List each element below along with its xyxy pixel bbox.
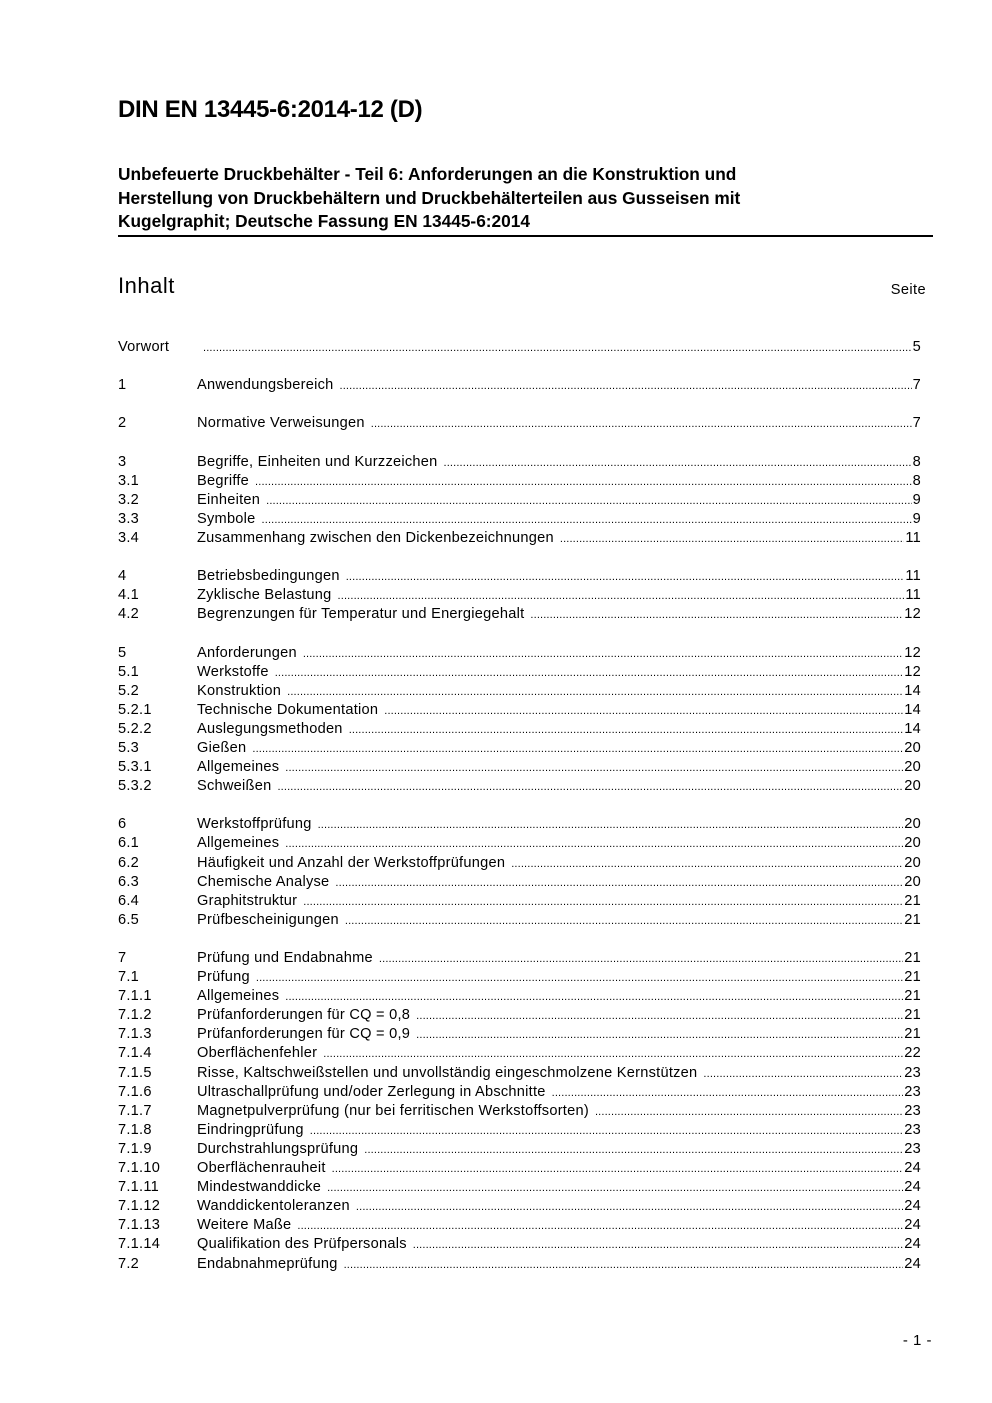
toc-entry-page: 24 xyxy=(904,1179,921,1196)
toc-entry-page: 21 xyxy=(904,1026,921,1043)
toc-entry-number: 6.4 xyxy=(118,892,140,909)
toc-entry-number: 5.1 xyxy=(118,663,140,680)
toc-entry-page: 8 xyxy=(912,453,921,470)
toc-entry-number: 6 xyxy=(118,816,127,833)
toc-entry[interactable] xyxy=(118,644,921,663)
toc-dot-leader xyxy=(371,415,912,434)
toc-entry-title: Prüfung xyxy=(197,969,250,986)
toc-entry-page: 7 xyxy=(912,415,921,432)
toc-entry-title: Prüfbescheinigungen xyxy=(197,911,339,928)
toc-entry[interactable] xyxy=(118,968,921,987)
toc-entry[interactable] xyxy=(118,834,921,853)
toc-dot-leader xyxy=(335,874,903,893)
toc-entry-title: Begrenzungen für Temperatur und Energiegehalt xyxy=(197,606,525,623)
toc-entry-title: Zyklische Belastung xyxy=(197,587,332,604)
toc-entry-title: Wanddickentoleranzen xyxy=(197,1198,350,1215)
toc-entry[interactable] xyxy=(118,1044,921,1063)
toc-entry-number: 5 xyxy=(118,644,127,661)
toc-entry-title: Mindestwanddicke xyxy=(197,1179,322,1196)
toc-entry-title: Allgemeines xyxy=(197,988,280,1005)
toc-entry-number: 7.1.5 xyxy=(118,1064,152,1081)
toc-entry-title: Endabnahmeprüfung xyxy=(197,1255,338,1272)
toc-entry-title: Schweißen xyxy=(197,778,272,795)
toc-dot-leader xyxy=(413,1236,904,1255)
toc-entry-title: Anforderungen xyxy=(197,644,297,661)
toc-entry[interactable] xyxy=(118,682,921,701)
toc-entry-number: 3.4 xyxy=(118,529,140,546)
toc-entry[interactable] xyxy=(118,1255,921,1274)
subtitle-line: Unbefeuerte Druckbehälter - Teil 6: Anforderungen an die Konstruktion und xyxy=(118,164,737,184)
toc-entry-page: 20 xyxy=(904,835,921,852)
toc-entry-page: 23 xyxy=(904,1102,921,1119)
toc-entry-number: 2 xyxy=(118,415,127,432)
toc-dot-leader xyxy=(332,1160,904,1179)
toc-page-column-label: Seite xyxy=(890,282,926,298)
toc-dot-leader xyxy=(340,377,912,396)
toc-entry[interactable] xyxy=(118,1235,921,1254)
toc-entry-number: 7 xyxy=(118,950,127,966)
toc-dot-leader xyxy=(277,778,903,797)
toc-entry-page: 20 xyxy=(904,778,921,795)
subtitle-line: Herstellung von Druckbehältern und Druckbehälterteilen aus Gusseisen mit xyxy=(118,187,741,208)
toc-dot-leader xyxy=(444,454,912,473)
toc-entry-number: 7.1.4 xyxy=(118,1045,152,1062)
toc-dot-leader xyxy=(703,1065,903,1084)
toc-entry[interactable] xyxy=(118,758,921,777)
toc-entry-title: Betriebsbedingungen xyxy=(197,568,340,585)
toc-entry[interactable] xyxy=(118,605,921,624)
toc-dot-leader xyxy=(285,759,903,778)
toc-entry-title: Prüfanforderungen für CQ = 0,8 xyxy=(197,1007,411,1024)
toc-entry-page: 5 xyxy=(912,339,921,355)
toc-entry[interactable] xyxy=(118,892,921,911)
toc-dot-leader xyxy=(344,1256,904,1275)
toc-entry-title: Oberflächenrauheit xyxy=(197,1160,326,1177)
toc-entry[interactable] xyxy=(118,1064,921,1083)
toc-entry-page: 20 xyxy=(904,739,921,756)
toc-entry-number: 5.3.2 xyxy=(118,778,152,795)
toc-dot-leader xyxy=(338,587,905,606)
toc-entry-page: 24 xyxy=(904,1160,921,1177)
toc-dot-leader xyxy=(275,664,904,683)
toc-entry-title: Werkstoffprüfung xyxy=(197,816,312,833)
toc-entry[interactable] xyxy=(118,1025,921,1044)
toc-entry-number: 7.1.1 xyxy=(118,988,152,1005)
toc-entry-title: Weitere Maße xyxy=(197,1217,292,1234)
toc-dot-leader xyxy=(327,1179,903,1198)
toc-entry-page: 20 xyxy=(904,873,921,890)
toc-entry[interactable] xyxy=(118,949,921,968)
toc-dot-leader xyxy=(287,683,903,702)
toc-dot-leader xyxy=(310,1122,903,1141)
toc-entry-title: Magnetpulverprüfung (nur bei ferritischen Werkstoffsorten) xyxy=(197,1102,589,1119)
toc-entry-page: 11 xyxy=(905,529,921,546)
toc-entry-page: 11 xyxy=(905,587,921,604)
toc-entry[interactable] xyxy=(118,854,921,873)
toc-entry-page: 9 xyxy=(912,510,921,527)
toc-entry-page: 23 xyxy=(904,1064,921,1081)
toc-entry[interactable] xyxy=(118,815,921,834)
toc-entry-title: Prüfanforderungen für CQ = 0,9 xyxy=(197,1026,411,1043)
toc-dot-leader xyxy=(285,988,903,1007)
toc-entry[interactable] xyxy=(118,338,921,357)
toc-dot-leader xyxy=(262,511,912,530)
toc-entry-title: Allgemeines xyxy=(197,835,280,852)
toc-entry-page: 8 xyxy=(912,472,921,489)
toc-entry-number: 6.3 xyxy=(118,873,140,890)
toc-entry-page: 23 xyxy=(904,1140,921,1157)
toc-entry-number: 1 xyxy=(118,377,127,394)
toc-entry-number: 7.1.2 xyxy=(118,1007,152,1024)
toc-entry-title: Auslegungsmethoden xyxy=(197,720,343,737)
toc-entry-page: 12 xyxy=(904,663,921,680)
toc-dot-leader xyxy=(416,1026,903,1045)
toc-dot-leader xyxy=(416,1007,903,1026)
toc-entry-page: 21 xyxy=(904,1007,921,1024)
toc-entry-number: 7.1.7 xyxy=(118,1102,152,1119)
toc-dot-leader xyxy=(318,816,904,835)
page-number: - 1 - xyxy=(902,1332,932,1349)
toc-entry-title: Qualifikation des Prüfpersonals xyxy=(197,1236,407,1253)
toc-entry-title: Konstruktion xyxy=(197,682,282,699)
toc-entry-title: Chemische Analyse xyxy=(197,873,330,890)
toc-entry-number: 5.3.1 xyxy=(118,759,152,776)
toc-entry-title: Risse, Kaltschweißstellen und unvollständig eingeschmolzene Kernstützen xyxy=(197,1064,698,1081)
toc-entry-title: Anwendungsbereich xyxy=(197,377,334,394)
toc-entry-title: Werkstoffe xyxy=(197,663,269,680)
toc-entry-page: 24 xyxy=(904,1255,921,1272)
toc-entry-title: Einheiten xyxy=(197,491,261,508)
toc-entry-page: 21 xyxy=(904,911,921,928)
table-of-contents xyxy=(118,338,921,1274)
toc-entry[interactable] xyxy=(118,529,921,548)
toc-entry-page: 14 xyxy=(904,701,921,718)
toc-entry-number: 4.2 xyxy=(118,606,140,623)
toc-dot-leader xyxy=(560,530,904,549)
toc-dot-leader xyxy=(252,740,903,759)
toc-entry-number: 7.1.3 xyxy=(118,1026,152,1043)
toc-entry-page: 20 xyxy=(904,854,921,871)
toc-entry-number: 3.1 xyxy=(118,472,140,489)
toc-entry-number: 7.1 xyxy=(118,969,140,986)
toc-entry[interactable] xyxy=(118,586,921,605)
toc-entry-number: 6.1 xyxy=(118,835,140,852)
toc-entry-page: 21 xyxy=(904,950,921,966)
toc-entry-number: 7.2 xyxy=(118,1255,140,1272)
toc-entry-title: Eindringprüfung xyxy=(197,1121,304,1138)
toc-entry-title: Häufigkeit und Anzahl der Werkstoffprüfungen xyxy=(197,854,506,871)
toc-entry[interactable] xyxy=(118,701,921,720)
toc-entry-number: 7.1.14 xyxy=(118,1236,161,1253)
toc-entry-title: Graphitstruktur xyxy=(197,892,298,909)
toc-entry-page: 7 xyxy=(912,377,921,394)
toc-dot-leader xyxy=(266,492,912,511)
toc-entry[interactable] xyxy=(118,739,921,758)
toc-entry-title: Oberflächenfehler xyxy=(197,1045,318,1062)
toc-entry[interactable] xyxy=(118,1006,921,1025)
toc-entry-number: 3.3 xyxy=(118,510,140,527)
toc-entry-title: Begriffe, Einheiten und Kurzzeichen xyxy=(197,453,438,470)
toc-entry-page: 24 xyxy=(904,1198,921,1215)
toc-entry-page: 24 xyxy=(904,1217,921,1234)
toc-entry-page: 24 xyxy=(904,1236,921,1253)
toc-dot-leader xyxy=(511,855,903,874)
toc-entry[interactable] xyxy=(118,1178,921,1197)
toc-dot-leader xyxy=(379,950,903,969)
toc-entry-page: 12 xyxy=(904,606,921,623)
toc-entry-page: 21 xyxy=(904,892,921,909)
toc-entry-number: 6.2 xyxy=(118,854,140,871)
document-subtitle xyxy=(118,163,933,237)
toc-entry-page: 22 xyxy=(904,1045,921,1062)
toc-entry-page: 20 xyxy=(904,759,921,776)
toc-entry-title: Prüfung und Endabnahme xyxy=(197,950,373,966)
toc-entry-number: 6.5 xyxy=(118,911,140,928)
toc-entry-number: Vorwort xyxy=(118,339,170,355)
toc-dot-leader xyxy=(552,1084,904,1103)
toc-entry-page: 20 xyxy=(904,816,921,833)
toc-dot-leader xyxy=(255,473,912,492)
toc-dot-leader xyxy=(346,568,905,587)
toc-entry-page: 9 xyxy=(912,491,921,508)
toc-entry-number: 7.1.12 xyxy=(118,1198,161,1215)
toc-entry-number: 4.1 xyxy=(118,587,140,604)
toc-entry-title: Ultraschallprüfung und/oder Zerlegung in Abschnitte xyxy=(197,1083,546,1100)
toc-dot-leader xyxy=(297,1217,903,1236)
toc-dot-leader xyxy=(345,912,903,931)
toc-entry-title: Durchstrahlungsprüfung xyxy=(197,1140,359,1157)
toc-entry[interactable] xyxy=(118,720,921,739)
toc-dot-leader xyxy=(256,969,903,988)
toc-entry-title: Normative Verweisungen xyxy=(197,415,365,432)
toc-entry-page: 14 xyxy=(904,682,921,699)
toc-entry[interactable] xyxy=(118,1140,921,1159)
toc-dot-leader xyxy=(356,1198,903,1217)
toc-entry-page: 23 xyxy=(904,1121,921,1138)
toc-entry[interactable] xyxy=(118,987,921,1006)
toc-entry[interactable] xyxy=(118,453,921,472)
toc-entry-number: 4 xyxy=(118,568,127,585)
toc-dot-leader xyxy=(303,645,903,664)
toc-entry[interactable] xyxy=(118,1102,921,1121)
toc-entry-title: Begriffe xyxy=(197,472,250,489)
toc-entry-page: 14 xyxy=(904,720,921,737)
toc-entry-title: Gießen xyxy=(197,739,247,756)
toc-entry-number: 7.1.6 xyxy=(118,1083,152,1100)
toc-dot-leader xyxy=(530,606,903,625)
toc-entry-number: 5.2.1 xyxy=(118,701,152,718)
toc-entry-title: Technische Dokumentation xyxy=(197,701,379,718)
toc-entry[interactable] xyxy=(118,1197,921,1216)
toc-entry-page: 23 xyxy=(904,1083,921,1100)
toc-dot-leader xyxy=(323,1045,903,1064)
toc-entry-page: 21 xyxy=(904,969,921,986)
toc-dot-leader xyxy=(349,721,904,740)
toc-entry-number: 5.2.2 xyxy=(118,720,152,737)
toc-entry-page: 21 xyxy=(904,988,921,1005)
toc-entry-page: 11 xyxy=(905,568,921,585)
toc-entry-page: 12 xyxy=(904,644,921,661)
document-title: DIN EN 13445-6:2014-12 (D) xyxy=(118,96,423,123)
toc-entry[interactable] xyxy=(118,376,921,395)
toc-entry-number: 7.1.13 xyxy=(118,1217,161,1234)
toc-entry[interactable] xyxy=(118,911,921,930)
toc-entry[interactable] xyxy=(118,873,921,892)
toc-entry[interactable] xyxy=(118,1159,921,1178)
toc-entry-number: 7.1.8 xyxy=(118,1121,152,1138)
toc-dot-leader xyxy=(203,339,912,358)
toc-entry[interactable] xyxy=(118,777,921,796)
subtitle-line: Kugelgraphit; Deutsche Fassung EN 13445-6:2014 xyxy=(118,211,530,231)
toc-entry-number: 3.2 xyxy=(118,491,140,508)
toc-dot-leader xyxy=(595,1103,903,1122)
toc-entry-number: 7.1.9 xyxy=(118,1140,152,1157)
toc-entry[interactable] xyxy=(118,567,921,586)
toc-entry-title: Symbole xyxy=(197,510,256,527)
toc-entry[interactable] xyxy=(118,491,921,510)
toc-entry[interactable] xyxy=(118,1083,921,1102)
toc-entry[interactable] xyxy=(118,472,921,491)
toc-entry[interactable] xyxy=(118,510,921,529)
toc-dot-leader xyxy=(285,835,903,854)
toc-entry-number: 7.1.11 xyxy=(118,1179,159,1196)
toc-dot-leader xyxy=(364,1141,903,1160)
toc-entry-title: Allgemeines xyxy=(197,759,280,776)
toc-dot-leader xyxy=(303,893,903,912)
toc-entry-number: 3 xyxy=(118,453,127,470)
toc-entry[interactable] xyxy=(118,1216,921,1235)
toc-entry-number: 7.1.10 xyxy=(118,1160,161,1177)
toc-entry-number: 5.3 xyxy=(118,739,140,756)
toc-entry[interactable] xyxy=(118,414,921,433)
toc-entry-title: Zusammenhang zwischen den Dickenbezeichnungen xyxy=(197,529,554,546)
toc-entry[interactable] xyxy=(118,1121,921,1140)
toc-dot-leader xyxy=(384,702,903,721)
toc-heading: Inhalt xyxy=(118,273,175,298)
toc-entry[interactable] xyxy=(118,663,921,682)
toc-entry-number: 5.2 xyxy=(118,682,140,699)
